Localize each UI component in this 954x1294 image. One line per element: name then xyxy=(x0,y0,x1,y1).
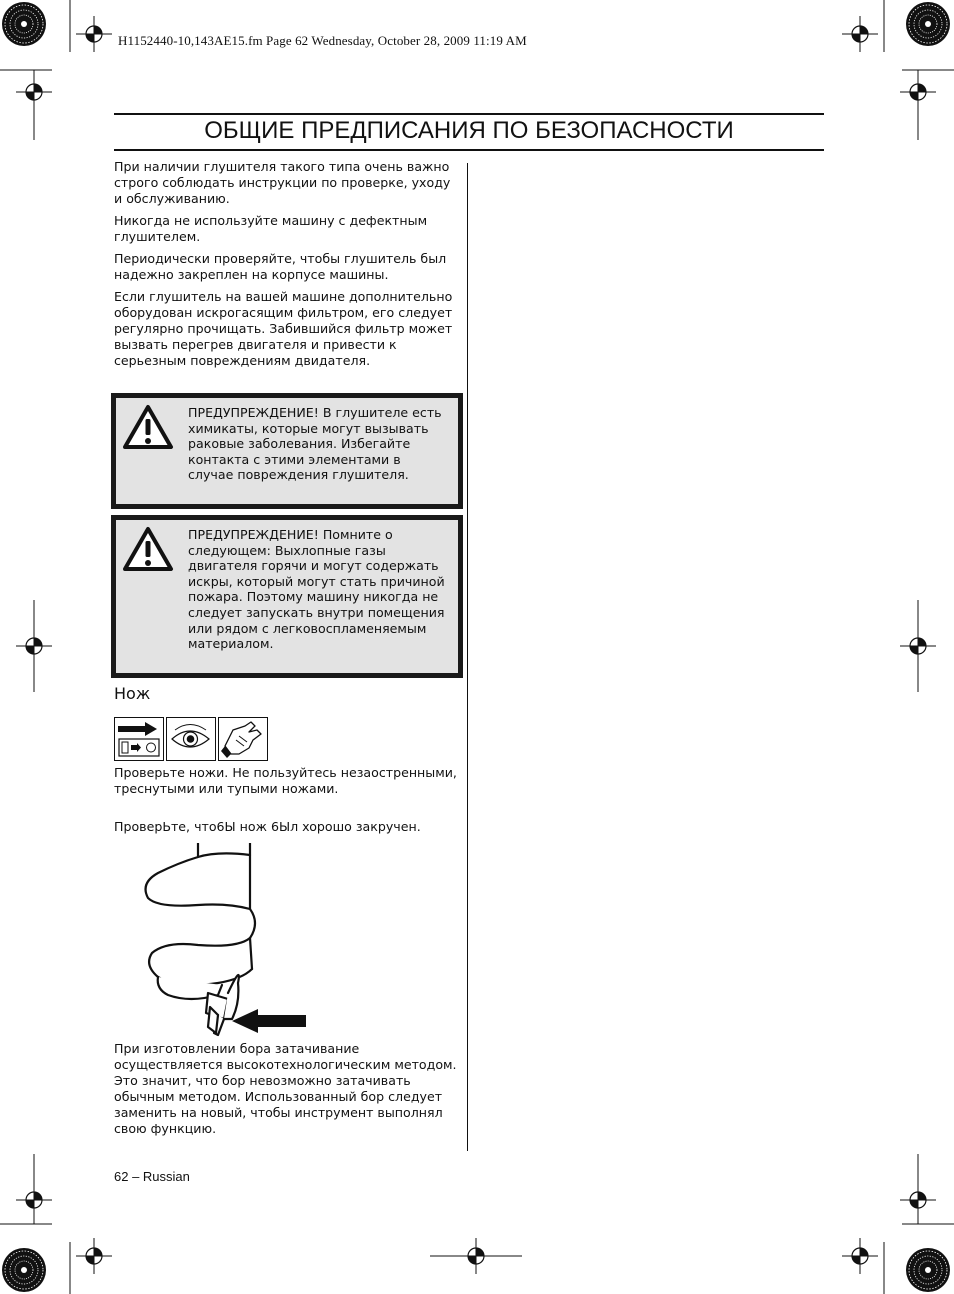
muffler-paragraph-3: Периодически проверяйте, чтобы глушитель был надежно закреплен на корпусе машины. xyxy=(114,251,447,282)
title-bottom-rule xyxy=(114,149,824,151)
warning-triangle-icon xyxy=(122,526,174,572)
page-title: ОБЩИЕ ПРЕДПИСАНИЯ ПО БЕЗОПАСНОСТИ xyxy=(204,117,734,144)
registration-wheel-icon xyxy=(906,2,950,46)
registration-wheel-icon xyxy=(906,1248,950,1292)
file-info-header: H1152440-10,143AE15.fm Page 62 Wednesday, October 28, 2009 11:19 AM xyxy=(118,33,527,48)
registration-wheel-icon xyxy=(2,2,46,46)
muffler-paragraph-1: При наличии глушителя такого типа очень важно строго соблюдать инструкции по проверке, уходу и обслуживанию. xyxy=(114,159,451,206)
manual-reference-icon xyxy=(114,717,164,761)
protective-gloves-icon xyxy=(218,717,268,761)
warning-box-exhaust xyxy=(111,515,463,678)
column-divider xyxy=(467,163,468,1151)
auger-blade-illustration xyxy=(138,843,310,1039)
warning-text: ПРЕДУПРЕЖДЕНИЕ! Помните о следующем: Выхлопные газы двигателя горячи и могут содержать искры, который могут стать причиной пожара. Поэтому машину никогда не следует запускать внутри помещения или рядом с легковоспламеняемым материалом. xyxy=(188,527,445,652)
registration-wheel-icon xyxy=(2,1248,46,1292)
knife-paragraph-1: Проверьте ножи. Не пользуйтесь незаостренными, треснутыми или тупыми ножами. xyxy=(114,765,457,796)
muffler-paragraph-4: Если глушитель на вашей машине дополнительно оборудован искрогасящим фильтром, его следует регулярно прочищать. Забившийся фильтр может вызвать перегрев двигателя и привести к серьезным повреждениям двидателя. xyxy=(114,289,453,368)
warning-box-carcinogen xyxy=(111,393,463,509)
eye-protection-icon xyxy=(166,717,216,761)
knife-paragraph-2: ПровepЬтe, чтo6Ы нoж 6Ыл xopoшo зaкpучeн. xyxy=(114,819,421,834)
muffler-paragraph-2: Никогда не используйте машину с дефектным глушителем. xyxy=(114,213,428,244)
warning-triangle-icon xyxy=(122,404,174,450)
page-footer: 62 – Russian xyxy=(114,1169,190,1184)
warning-text: ПРЕДУПРЕЖДЕНИЕ! В глушителе есть химикаты, которые могут вызывать раковые заболевания. Избегайте контакта с этими элементами в случае повреждения глушителя. xyxy=(188,405,442,483)
knife-closing-paragraph: При изготовлении бора затачивание осуществляется высокотехнологическим методом. Это значит, что бор невозможно затачивать обычным методом. Использованный бор следует заменить на новый, чтобы инструмент выполнял свою функцию. xyxy=(114,1041,457,1136)
section-heading-knife: Нож xyxy=(114,684,151,703)
